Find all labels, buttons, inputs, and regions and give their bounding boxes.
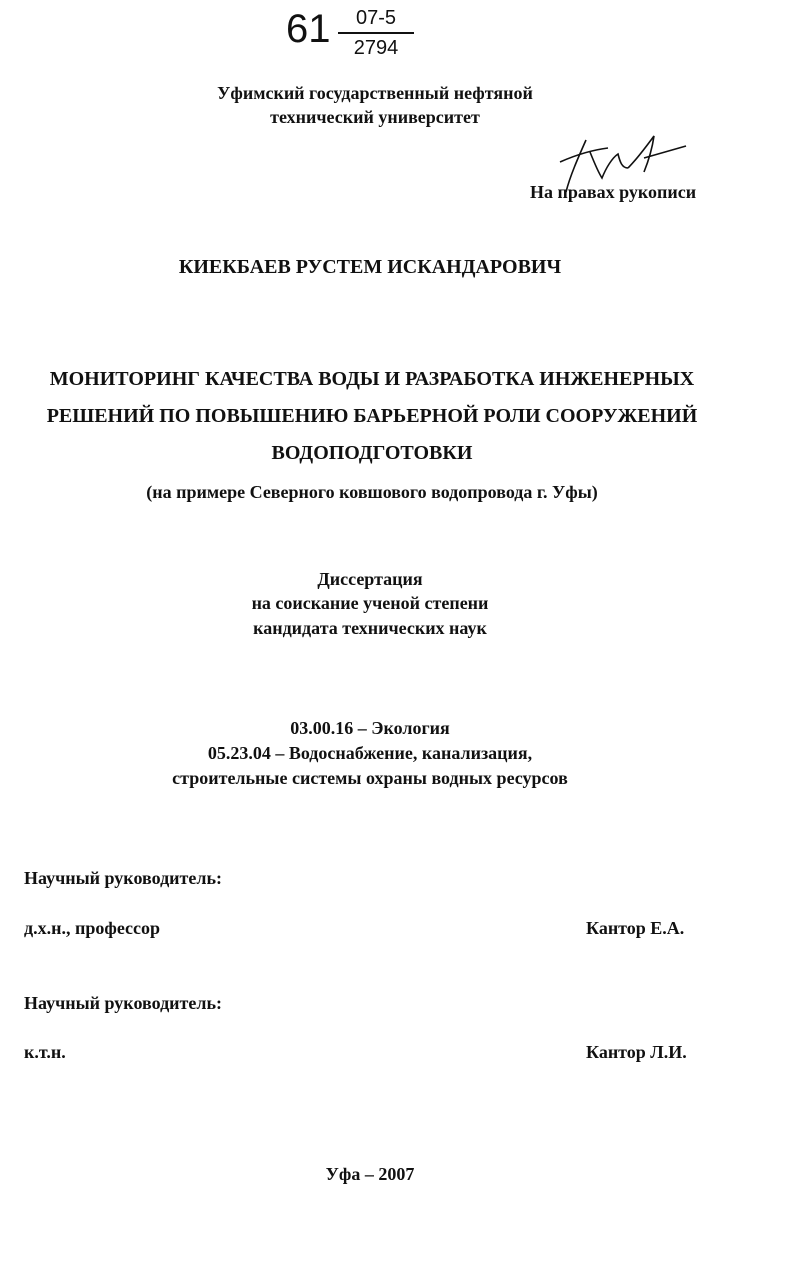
title-line-1: МОНИТОРИНГ КАЧЕСТВА ВОДЫ И РАЗРАБОТКА ИНЖЕНЕРНЫХ (49, 368, 695, 390)
specialty-line-2: 05.23.04 – Водоснабжение, канализация, (207, 743, 533, 763)
institution-line-2: технический университет (270, 107, 480, 127)
library-code-main: 61 (286, 7, 331, 51)
title-subtitle: (на примере Северного ковшового водопровода г. Уфы) (146, 482, 598, 502)
supervisor-heading: Научный руководитель: (24, 993, 222, 1013)
supervisor-name: Кантор Е.А. (586, 918, 685, 938)
title-line-3: ВОДОПОДГОТОВКИ (271, 442, 473, 464)
supervisor-title: к.т.н. (24, 1042, 66, 1062)
degree-line-2: на соискание ученой степени (251, 593, 489, 613)
degree-line-1: Диссертация (317, 569, 423, 589)
city-year: Уфа – 2007 (325, 1164, 415, 1184)
supervisor-title: д.х.н., профессор (24, 918, 161, 938)
library-code-numerator: 07-5 (355, 7, 397, 29)
degree-line-3: кандидата технических наук (253, 618, 487, 638)
manuscript-note: На правах рукописи (530, 182, 697, 202)
library-code-denominator: 2794 (353, 37, 399, 59)
specialty-line-3: строительные системы охраны водных ресурсов (172, 768, 568, 788)
supervisor-heading: Научный руководитель: (24, 868, 222, 888)
specialty-line-1: 03.00.16 – Экология (290, 718, 450, 738)
title-line-2: РЕШЕНИЙ ПО ПОВЫШЕНИЮ БАРЬЕРНОЙ РОЛИ СООРУЖЕНИЙ (46, 405, 698, 427)
library-code-fraction-line (338, 32, 414, 34)
author-name: КИЕКБАЕВ РУСТЕМ ИСКАНДАРОВИЧ (178, 256, 562, 278)
supervisor-name: Кантор Л.И. (586, 1042, 687, 1062)
institution-line-1: Уфимский государственный нефтяной (217, 83, 533, 103)
